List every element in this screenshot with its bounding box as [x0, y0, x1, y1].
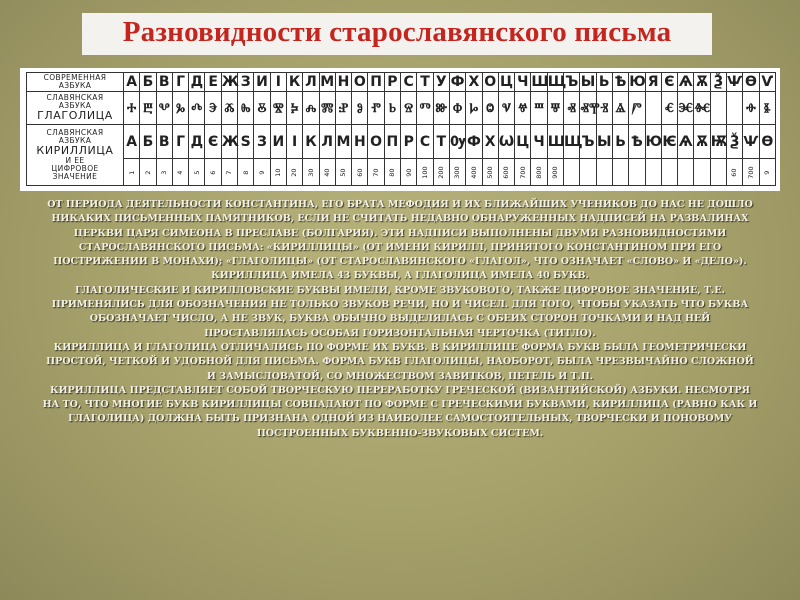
modern-letter-cell: Ы: [580, 74, 596, 91]
glagolitic-letter-cell: Ⱑ: [612, 92, 628, 125]
numeric-value-cell: 2: [140, 159, 156, 186]
modern-letter-cell: П: [368, 73, 384, 92]
cyrillic-letter-cell: Щ: [564, 125, 580, 159]
numeric-value-cell: 90: [401, 159, 417, 186]
glagolitic-letter-cell: Ⱆ: [433, 92, 449, 125]
numeric-value-cell: 5: [189, 159, 205, 186]
alphabet-table-panel: [20, 68, 780, 191]
row-modern-alphabet: [27, 73, 776, 92]
row-label-line: АЗБУКА: [58, 81, 92, 91]
numeric-value-cell: [596, 159, 612, 186]
numeric-value-cell: 20: [286, 159, 302, 186]
glagolitic-letter-cell: ⰟⰉ: [580, 92, 596, 125]
row-glagolitic: [27, 92, 776, 125]
glagolitic-letter-cell: Ⰺ: [270, 92, 286, 125]
row-label-line: КИРИЛЛИЦА: [36, 144, 114, 158]
modern-letter-cell: Ѧ: [678, 74, 693, 91]
cyrillic-letter-cell: Ф: [466, 125, 482, 159]
numeric-value-cell: 4: [172, 159, 188, 186]
glagolitic-letter-cell: Ⱛ: [759, 92, 775, 125]
modern-letter-cell: О: [352, 73, 368, 92]
body-text: [40, 198, 760, 441]
modern-letter-cell: Щ: [547, 74, 567, 91]
glagolitic-letter-cell: Ⱔ: [661, 92, 677, 125]
glagolitic-letter-cell: Ⱐ: [596, 92, 612, 125]
glagolitic-letter-cell: Ⰿ: [319, 92, 335, 125]
numeric-value-cell: 40: [319, 159, 335, 186]
row-numeric-values: [27, 159, 776, 186]
cyrillic-letter-cell: Ж: [221, 125, 237, 159]
numeric-value-cell: 600: [498, 159, 514, 186]
glagolitic-letter-cell: Ⱂ: [368, 92, 384, 125]
cyrillic-letter-cell: Ѳ: [759, 125, 775, 159]
cyrillic-letter-cell: С: [417, 125, 433, 159]
title-box: [82, 13, 712, 55]
glagolitic-letter-cell: Ⱌ: [498, 92, 514, 125]
cyrillic-letter-cell: Г: [172, 125, 188, 159]
numeric-value-cell: [580, 159, 596, 186]
body-paragraph: КИРИЛЛИЦА И ГЛАГОЛИЦА ОТЛИЧАЛИСЬ ПО ФОРМЕ ИХ БУКВ. В КИРИЛЛИЦЕ ФОРМА БУКВ БЫЛА ГЕОМЕТРИЧЕСКИ ПРОСТОЙ, ЧЕТКОЙ И УДОБНОЙ ДЛЯ ПИСЬМА. ФОРМА БУКВ ГЛАГОЛИЦЫ, НАОБОРОТ, БЫЛА ЧРЕЗВЫЧАЙНО СЛОЖНОЙ И ЗАМЫСЛОВАТОЙ, СО МНОЖЕСТВОМ ЗАВИТКОВ, ПЕТЕЛЬ И Т.П.: [46, 341, 754, 382]
modern-letter-cell: Т: [417, 73, 433, 92]
numeric-value-cell: 3: [156, 159, 172, 186]
numeric-value-cell: 30: [303, 159, 319, 186]
row-label-line: СЛАВЯНСКАЯ: [46, 93, 104, 103]
cyrillic-letter-cell: О: [368, 125, 384, 159]
cyrillic-letter-cell: Л: [319, 125, 335, 159]
cyrillic-letter-cell: Р: [401, 125, 417, 159]
numeric-value-cell: 500: [482, 159, 498, 186]
numeric-value-cell: 200: [433, 159, 449, 186]
glagolitic-letter-cell: Ⱀ: [335, 92, 351, 125]
modern-letter-cell: Ѣ: [612, 73, 628, 92]
modern-letter-cell: З: [238, 73, 254, 92]
cyrillic-letter-cell: Ы: [596, 125, 612, 159]
cyrillic-letter-cell: Ѕ: [238, 125, 254, 159]
modern-letter-cell: Г: [172, 73, 188, 92]
modern-letter-cell: Ъ: [565, 74, 579, 91]
cyrillic-letter-cell: З: [254, 125, 270, 159]
cyrillic-letter-cell: Т: [433, 125, 449, 159]
modern-letter-cell: Б: [140, 73, 156, 92]
modern-letter-cell: С: [401, 73, 417, 92]
modern-letter-cell: В: [156, 73, 172, 92]
cyrillic-letter-cell: Ѧ: [678, 125, 694, 159]
row-label-line: АЗБУКА: [58, 101, 92, 111]
alphabet-comparison-table: [26, 72, 776, 186]
glagolitic-letter-cell: Ⰲ: [156, 92, 172, 125]
numeric-value-cell: 400: [466, 159, 482, 186]
numeric-value-cell: 800: [531, 159, 547, 186]
numeric-value-cell: 900: [547, 159, 563, 186]
glagolitic-letter-cell: Ⱚ: [743, 92, 759, 125]
glagolitic-letter-cell: Ⰰ: [124, 92, 140, 125]
numeric-value-cell: [645, 159, 661, 186]
cyrillic-letter-cell: Ѱ: [743, 125, 759, 159]
row-label-line: ЗНАЧЕНИЕ: [52, 172, 98, 182]
glagolitic-letter-cell: Ⱓ: [629, 92, 645, 125]
modern-letter-cell: У: [433, 73, 449, 92]
glagolitic-letter-cell: Ⱅ: [417, 92, 433, 125]
modern-letter-cell: Ц: [499, 74, 513, 91]
glagolitic-letter-cell: Ⱁ: [352, 92, 368, 125]
row-label-line: ЦИФРОВОЕ: [51, 164, 99, 174]
modern-letter-cell: Д: [190, 74, 204, 91]
numeric-value-cell: 9: [759, 159, 775, 186]
modern-letter-cell: Р: [384, 73, 400, 92]
modern-letter-cell: Ч: [515, 73, 531, 92]
numeric-value-cell: 60: [726, 159, 742, 186]
glagolitic-letter-cell: Ⱈ: [466, 92, 482, 125]
cyrillic-letter-cell: Ѡ: [498, 125, 514, 159]
cyrillic-letter-cell: Ѹ: [449, 125, 465, 159]
modern-letter-cell: К: [286, 73, 302, 92]
modern-letter-cell: І: [270, 73, 286, 92]
glagolitic-letter-cell: Ⰻ: [254, 92, 270, 125]
modern-letter-cell: Я: [645, 73, 661, 92]
cyrillic-letter-cell: Ш: [547, 125, 563, 159]
slide-title: Разновидности старославянского письма: [122, 16, 672, 48]
numeric-value-cell: [710, 159, 726, 186]
modern-letter-cell: Ѫ: [694, 73, 710, 92]
glagolitic-letter-cell: Ⱄ: [401, 92, 417, 125]
glagolitic-letter-cell: Ⰴ: [189, 92, 205, 125]
body-paragraph: ОТ ПЕРИОДА ДЕЯТЕЛЬНОСТИ КОНСТАНТИНА, ЕГО БРАТА МЕФОДИЯ И ИХ БЛИЖАЙШИХ УЧЕНИКОВ ДО НАС НЕ ДОШЛО НИКАКИХ ПИСЬМЕННЫХ ПАМЯТНИКОВ, ЕСЛИ НЕ СЧИТАТЬ НЕДАВНО ОБНАРУЖЕННЫХ НАДПИСЕЙ НА РАЗВАЛИНАХ ЦЕРКВИ ЦАРЯ СИМЕОНА В ПРЕСЛАВЕ (БОЛГАРИЯ). ЭТИ НАДПИСИ ВЫПОЛНЕНЫ ДВУМЯ РАЗНОВИДНОСТЯМИ СТАРОСЛАВЯНСКОГО ПИСЬМА: «КИРИЛЛИЦЫ» (ОТ ИМЕНИ КИРИЛЛ, ПРИНЯТОГО КОНСТАНТИНОМ ПРИ ЕГО ПОСТРИЖЕНИИ В МОНАХИ); «ГЛАГОЛИЦЫ» (ОТ СТАРОСЛАВЯНСКОГО «ГЛАГОЛ», ЧТО ОЗНАЧАЕТ «СЛОВО» И «ДЕЛО»).: [47, 199, 753, 268]
cyrillic-letter-cell: Ѣ: [629, 125, 645, 159]
modern-letter-cell: Є: [661, 73, 677, 92]
modern-letter-cell: Л: [303, 73, 319, 92]
glagolitic-letter-cell: Ⱇ: [449, 92, 465, 125]
glagolitic-letter-cell: Ⱏ: [564, 92, 580, 125]
cyrillic-letter-cell: Ь: [612, 125, 628, 159]
modern-letter-cell: Ж: [221, 74, 239, 91]
cyrillic-letter-cell: Х: [482, 125, 498, 159]
numeric-value-cell: [661, 159, 677, 186]
cyrillic-letter-cell: Є: [205, 125, 221, 159]
numeric-value-cell: 1: [124, 159, 140, 186]
cyrillic-letter-cell: Ю: [645, 125, 661, 159]
glagolitic-letter-cell: Ⰶ: [221, 92, 237, 125]
numeric-value-cell: 80: [384, 159, 400, 186]
modern-letter-cell: М: [320, 74, 335, 91]
row-cyrillic: [27, 125, 776, 159]
modern-letter-cell: Х: [466, 73, 482, 92]
glagolitic-letter-cell: [726, 92, 742, 125]
modern-letter-cell: Ѯ: [710, 73, 726, 92]
numeric-value-cell: 7: [221, 159, 237, 186]
cyrillic-letter-cell: Ѯ: [726, 125, 742, 159]
cyrillic-letter-cell: Ѥ: [661, 125, 677, 159]
body-paragraph: КИРИЛЛИЦА ИМЕЛА 43 БУКВЫ, А ГЛАГОЛИЦА ИМЕЛА 40 БУКВ.: [211, 270, 589, 282]
modern-letter-cell: Н: [335, 73, 351, 92]
row-label-glagolitic: [27, 92, 124, 125]
body-paragraph: КИРИЛЛИЦА ПРЕДСТАВЛЯЕТ СОБОЙ ТВОРЧЕСКУЮ ПЕРЕРАБОТКУ ГРЕЧЕСКОЙ (ВИЗАНТИЙСКОЙ) АЗБУКИ. НЕСМОТРЯ НА ТО, ЧТО МНОГИЕ БУКВ КИРИЛЛИЦЫ СОВПАДАЮТ ПО ФОРМЕ С ГРЕЧЕСКИМИ БУКВАМИ, КИРИЛЛИЦА (РАВНО КАК И ГЛАГОЛИЦА) ДОЛЖНА БЫТЬ ПРИЗНАНА ОДНОЙ ИЗ НАИБОЛЕЕ САМОСТОЯТЕЛЬНЫХ, ТВОРЧЕСКИ И ПОНОВОМУ ПОСТРОЕННЫХ БУКВЕННО-ЗВУКОВЫХ СИСТЕМ.: [42, 384, 758, 439]
glagolitic-letter-cell: Ⱃ: [384, 92, 400, 125]
glagolitic-letter-cell: Ⰵ: [205, 92, 221, 125]
numeric-value-cell: [694, 159, 710, 186]
glagolitic-letter-cell: Ⰱ: [140, 92, 156, 125]
glagolitic-letter-cell: Ⱉ: [482, 92, 498, 125]
modern-letter-cell: Ф: [450, 74, 465, 91]
cyrillic-letter-cell: Ъ: [580, 125, 596, 159]
numeric-value-cell: 6: [205, 159, 221, 186]
row-label-line: СОВРЕМЕННАЯ: [43, 73, 107, 83]
cyrillic-letter-cell: И: [270, 125, 286, 159]
numeric-value-cell: [629, 159, 645, 186]
modern-letter-cell: Ш: [531, 74, 549, 91]
cyrillic-letter-cell: Д: [189, 125, 205, 159]
cyrillic-letter-cell: М: [335, 125, 351, 159]
modern-letter-cell: Е: [205, 73, 221, 92]
glagolitic-letter-cell: Ⱍ: [515, 92, 531, 125]
row-label-cyrillic: [27, 125, 124, 186]
cyrillic-letter-cell: Ѭ: [710, 125, 726, 159]
modern-letter-cell: О: [482, 73, 498, 92]
glagolitic-letter-cell: Ⱋ: [547, 92, 563, 125]
numeric-value-cell: 10: [270, 159, 286, 186]
glagolitic-letter-cell: Ⱗ: [678, 92, 694, 125]
modern-letter-cell: Ѱ: [727, 74, 743, 91]
numeric-value-cell: 50: [335, 159, 351, 186]
body-paragraph: ГЛАГОЛИЧЕСКИЕ И КИРИЛЛОВСКИЕ БУКВЫ ИМЕЛИ, КРОМЕ ЗВУКОВОГО, ТАКЖЕ ЦИФРОВОЕ ЗНАЧЕНИЕ, Т.Е. ПРИМЕНЯЛИСЬ ДЛЯ ОБОЗНАЧЕНИЯ НЕ ТОЛЬКО ЗВУКОВ РЕЧИ, НО И ЧИСЕЛ. ДЛЯ ТОГО, ЧТОБЫ УКАЗАТЬ ЧТО БУКВА ОБОЗНАЧАЕТ ЧИСЛО, А НЕ ЗВУК, БУКВА ОБЫЧНО ВЫДЕЛЯЛАСЬ С ОБЕИХ СТОРОН ТОЧКАМИ И НАД НЕЙ ПРОСТАВЛЯЛАСЬ ОСОБАЯ ГОРИЗОНТАЛЬНАЯ ЧЕРТОЧКА (ТИТЛО).: [51, 284, 749, 339]
glagolitic-letter-cell: Ⰸ: [238, 92, 254, 125]
cyrillic-letter-cell: П: [384, 125, 400, 159]
modern-letter-cell: А: [124, 73, 140, 92]
glagolitic-letter-cell: Ⰳ: [172, 92, 188, 125]
row-label-line: ГЛАГОЛИЦА: [37, 109, 113, 123]
cyrillic-letter-cell: К: [303, 125, 319, 159]
modern-letter-cell: Ь: [596, 73, 612, 92]
numeric-value-cell: 700: [515, 159, 531, 186]
row-label-line: СЛАВЯНСКАЯ: [46, 128, 104, 138]
cyrillic-letter-cell: В: [156, 125, 172, 159]
cyrillic-letter-cell: Ц: [515, 125, 531, 159]
modern-letter-cell: И: [254, 73, 270, 92]
row-label-line: И ЕЕ: [65, 156, 85, 166]
glagolitic-letter-cell: Ⰽ: [286, 92, 302, 125]
modern-letter-cell: Ю: [629, 74, 646, 91]
row-label-modern: [27, 73, 124, 92]
numeric-value-cell: [678, 159, 694, 186]
numeric-value-cell: 700: [743, 159, 759, 186]
glagolitic-letter-cell: [645, 92, 661, 125]
numeric-value-cell: [612, 159, 628, 186]
cyrillic-letter-cell: Ч: [531, 125, 547, 159]
numeric-value-cell: 100: [417, 159, 433, 186]
numeric-value-cell: 70: [368, 159, 384, 186]
numeric-value-cell: 300: [449, 159, 465, 186]
cyrillic-letter-cell: Н: [352, 125, 368, 159]
modern-letter-cell: Ѳ: [743, 73, 759, 92]
numeric-value-cell: 9: [254, 159, 270, 186]
cyrillic-letter-cell: Ѫ: [694, 125, 710, 159]
cyrillic-letter-cell: А: [124, 125, 140, 159]
row-label-line: АЗБУКА: [58, 136, 92, 146]
glagolitic-letter-cell: [710, 92, 726, 125]
numeric-value-cell: [564, 159, 580, 186]
glagolitic-letter-cell: Ⱎ: [531, 92, 547, 125]
numeric-value-cell: 60: [352, 159, 368, 186]
cyrillic-letter-cell: І: [286, 125, 302, 159]
glagolitic-letter-cell: Ⰾ: [303, 92, 319, 125]
glagolitic-letter-cell: Ⱙ: [694, 92, 710, 125]
cyrillic-letter-cell: Б: [140, 125, 156, 159]
modern-letter-cell: Ѵ: [759, 73, 775, 92]
numeric-value-cell: 8: [238, 159, 254, 186]
